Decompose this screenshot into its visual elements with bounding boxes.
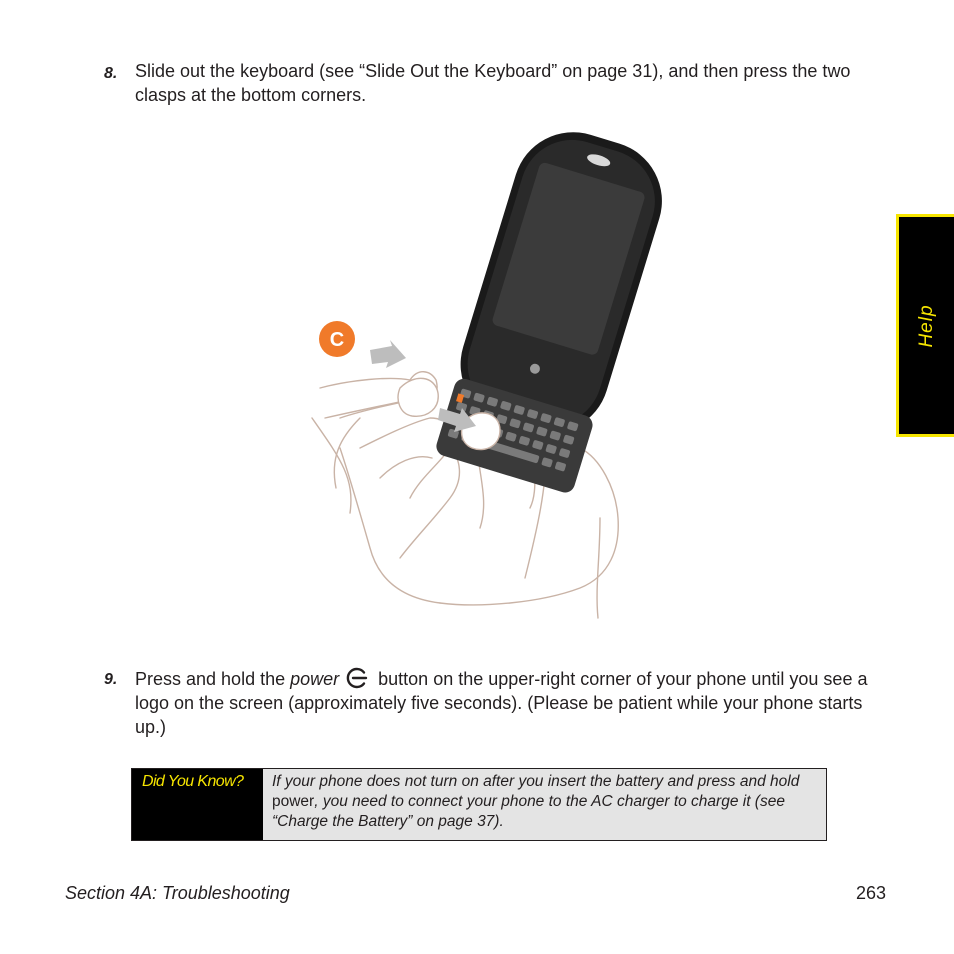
tip-text-end: , you need to connect your phone to the AC charger to charge it (see “Charge the Battery” on page 37). [272, 793, 785, 830]
step-number: 8. [104, 65, 118, 82]
power-label: power [290, 669, 340, 689]
did-you-know-text [263, 769, 826, 840]
footer-section-title: Section 4A: Troubleshooting [65, 883, 290, 903]
help-tab-label: Help [915, 303, 937, 348]
step-text: Slide out the keyboard (see “Slide Out the Keyboard” on page 31), and then press the two clasps at the bottom corners. [135, 61, 851, 105]
step-text-start: Press and hold the [135, 669, 291, 689]
tip-text-start: If your phone does not turn on after you insert the battery and press and hold [272, 773, 800, 790]
phone-keyboard-clasps-illustration [300, 118, 680, 628]
help-section-tab [896, 214, 954, 437]
step-text-end: button on the upper-right corner of your phone until you see a logo on the screen (approximately five seconds). (Please be patient while your phone starts up.) [135, 669, 868, 737]
tip-power-word: power [272, 793, 315, 810]
callout-letter: C [329, 329, 345, 351]
page-number: 263 [856, 883, 887, 903]
step-number: 9. [104, 671, 118, 688]
power-icon [345, 666, 369, 690]
did-you-know-label: Did You Know? [132, 769, 263, 840]
did-you-know-box [131, 768, 827, 841]
step-text [135, 666, 895, 739]
